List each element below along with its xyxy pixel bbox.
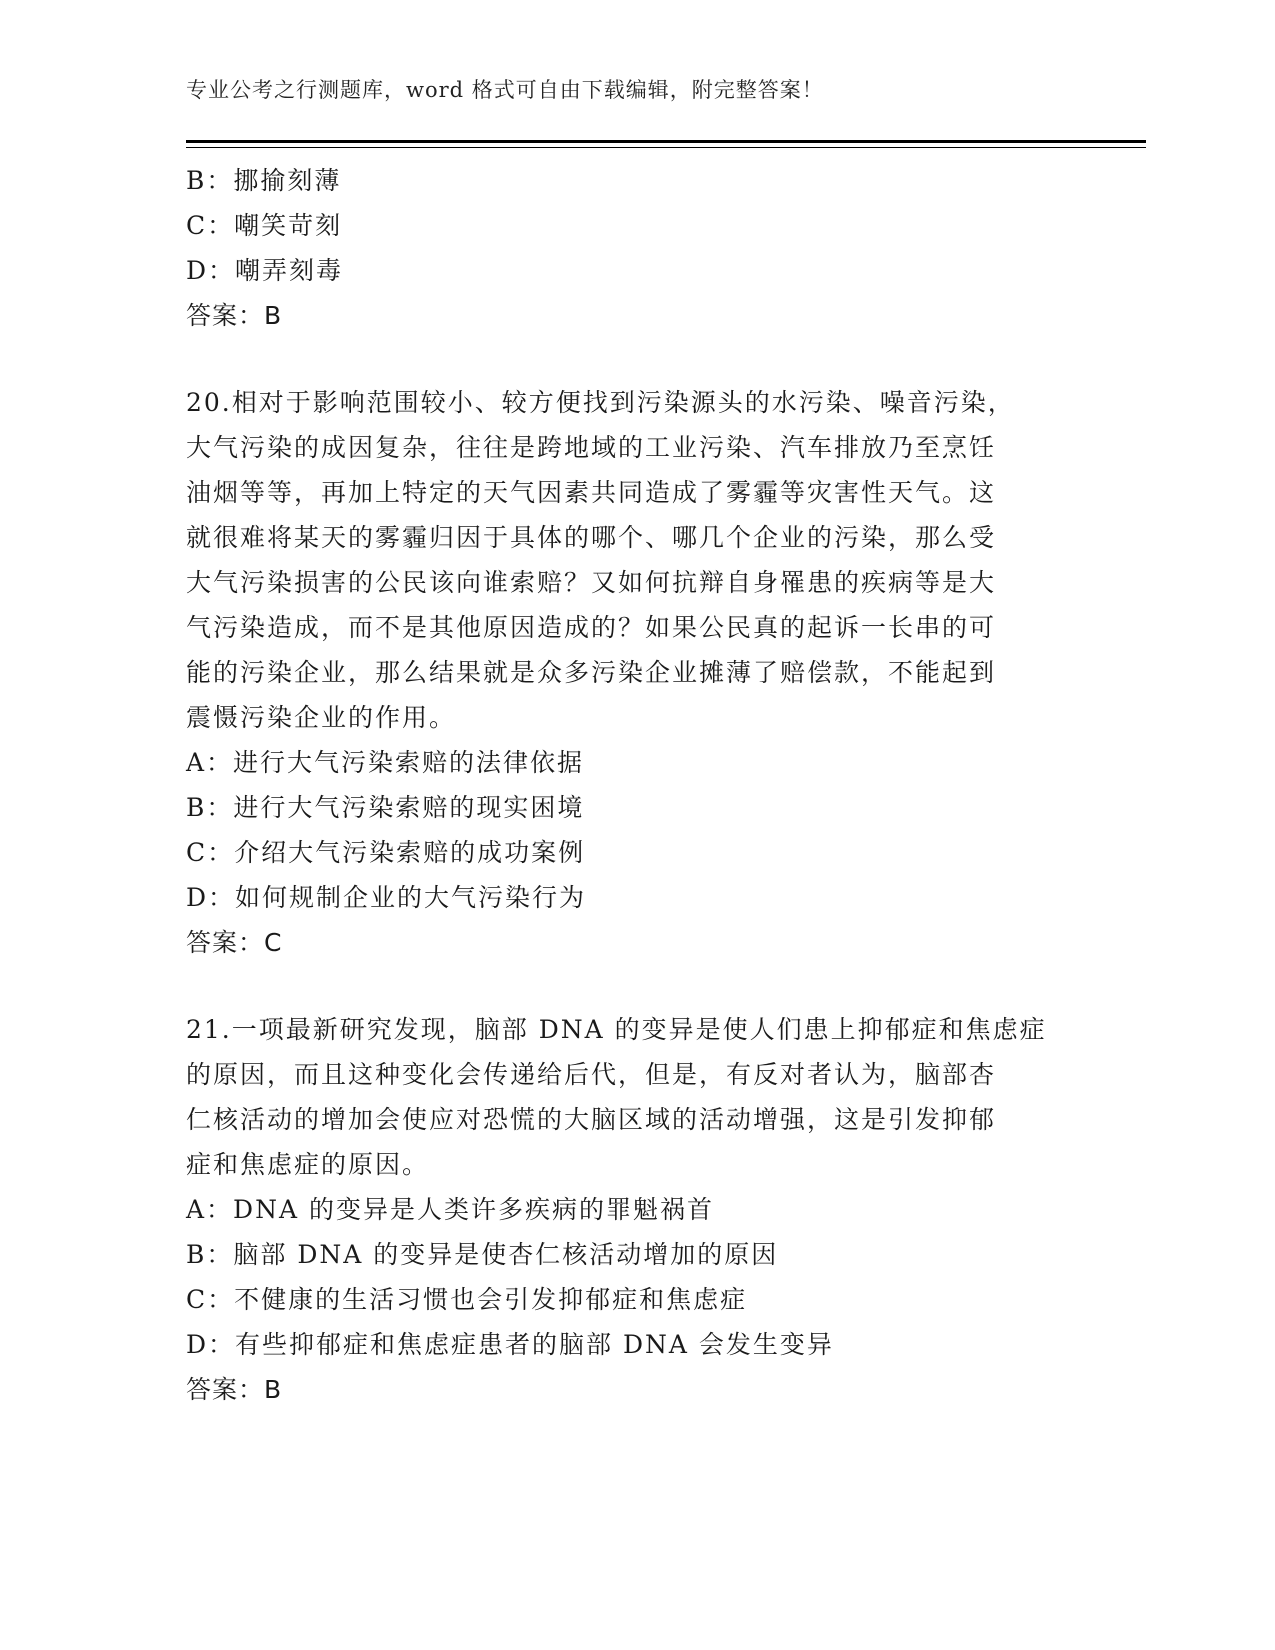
question-line: 大气污染的成因复杂，往往是跨地域的工业污染、汽车排放乃至烹饪 — [186, 433, 997, 462]
question-line: 震慑污染企业的作用。 — [186, 703, 457, 732]
option-c: C：介绍大气污染索赔的成功案例 — [186, 838, 586, 867]
document-body — [186, 158, 1086, 1412]
header-rule-thick — [186, 140, 1146, 143]
option-d: D：有些抑郁症和焦虑症患者的脑部 DNA 会发生变异 — [186, 1330, 834, 1359]
answer: 答案：C — [186, 928, 283, 957]
page-header: 专业公考之行测题库，word 格式可自由下载编辑，附完整答案！ — [186, 78, 824, 102]
question-line: 症和焦虑症的原因。 — [186, 1150, 430, 1179]
question-line: 21.一项最新研究发现，脑部 DNA 的变异是使人们患上抑郁症和焦虑症 — [186, 1015, 1047, 1044]
question-20 — [186, 380, 1086, 965]
question-line: 油烟等等，再加上特定的天气因素共同造成了雾霾等灾害性天气。这 — [186, 478, 997, 507]
question-line: 就很难将某天的雾霾归因于具体的哪个、哪几个企业的污染，那么受 — [186, 523, 997, 552]
question-21 — [186, 1007, 1086, 1412]
question-line: 能的污染企业，那么结果就是众多污染企业摊薄了赔偿款，不能起到 — [186, 658, 997, 687]
option-b: B：脑部 DNA 的变异是使杏仁核活动增加的原因 — [186, 1240, 779, 1269]
previous-question-tail — [186, 158, 1086, 338]
header-rule-thin — [186, 147, 1146, 148]
option-d: D：如何规制企业的大气污染行为 — [186, 883, 587, 912]
question-line: 仁核活动的增加会使应对恐慌的大脑区域的活动增强，这是引发抑郁 — [186, 1105, 997, 1134]
question-line: 20.相对于影响范围较小、较方便找到污染源头的水污染、噪音污染， — [186, 388, 1015, 417]
option-b: B：挪揄刻薄 — [186, 166, 342, 195]
option-c: C：嘲笑苛刻 — [186, 211, 343, 240]
question-line: 大气污染损害的公民该向谁索赔？又如何抗辩自身罹患的疾病等是大 — [186, 568, 997, 597]
option-c: C：不健康的生活习惯也会引发抑郁症和焦虑症 — [186, 1285, 748, 1314]
answer: 答案：B — [186, 1375, 283, 1404]
option-d: D：嘲弄刻毒 — [186, 256, 344, 285]
option-a: A：DNA 的变异是人类许多疾病的罪魁祸首 — [186, 1195, 714, 1224]
option-b: B：进行大气污染索赔的现实困境 — [186, 793, 585, 822]
option-a: A：进行大气污染索赔的法律依据 — [186, 748, 585, 777]
question-line: 气污染造成，而不是其他原因造成的？如果公民真的起诉一长串的可 — [186, 613, 997, 642]
answer: 答案：B — [186, 301, 283, 330]
question-line: 的原因，而且这种变化会传递给后代，但是，有反对者认为，脑部杏 — [186, 1060, 997, 1089]
